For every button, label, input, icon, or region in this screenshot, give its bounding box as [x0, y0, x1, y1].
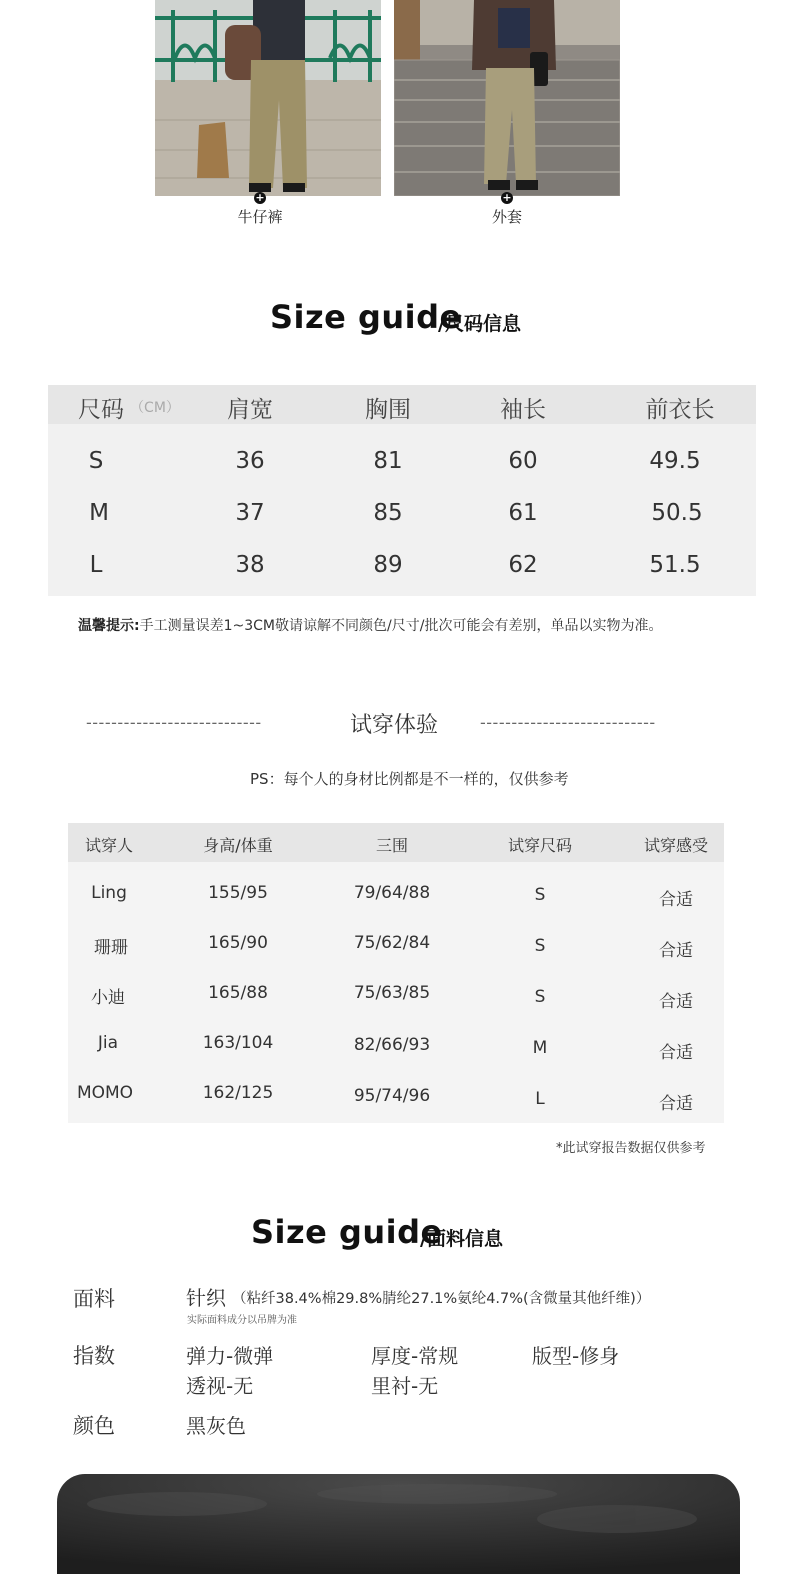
try-on-report-note: *此试穿报告数据仅供参考: [556, 1141, 706, 1156]
size-cell: 49.5: [649, 448, 701, 474]
size-cell: 37: [235, 500, 265, 526]
tester-measurements: 82/66/93: [353, 1035, 431, 1055]
color-value: 黑灰色: [186, 1414, 246, 1438]
plus-icon[interactable]: +: [502, 191, 512, 204]
tester-feeling: 合适: [659, 992, 693, 1012]
size-cell: 36: [235, 448, 265, 474]
header-size: 尺码: [78, 397, 124, 423]
index-item-lining: 里衬-无: [371, 1374, 439, 1398]
tester-height-weight: 162/125: [202, 1083, 274, 1103]
tester-name: Jia: [97, 1033, 119, 1053]
header-measurements: 三围: [375, 836, 408, 855]
header-chest: 胸围: [365, 397, 411, 423]
tester-name: Ling: [91, 883, 127, 903]
tester-measurements: 75/62/84: [353, 933, 431, 953]
size-cell: 61: [508, 500, 538, 526]
measurement-note: [78, 615, 662, 635]
size-cell: 50.5: [651, 500, 703, 526]
size-cell: 38: [235, 552, 265, 578]
tester-measurements: 95/74/96: [353, 1086, 431, 1106]
size-cell: 89: [373, 552, 403, 578]
try-on-ps-note: PS：每个人的身材比例都是不一样的，仅供参考: [250, 770, 569, 788]
fabric-guide-subtitle: /面料信息: [420, 1228, 503, 1250]
fabric-texture-image: [57, 1474, 740, 1574]
tester-measurements: 79/64/88: [353, 883, 431, 903]
tester-size: M: [532, 1038, 548, 1058]
material-detail: （粘纤38.4%棉29.8%腈纶27.1%氨纶4.7%(含微量其他纤维)）: [232, 1291, 651, 1307]
header-tester: 试穿人: [84, 836, 133, 855]
note-label: 温馨提示:: [78, 618, 140, 634]
divider-left: ----------------------------: [86, 713, 262, 732]
tester-size: L: [535, 1089, 545, 1109]
color-label: 颜色: [73, 1414, 115, 1438]
try-on-table: [68, 823, 724, 1123]
header-unit: （CM）: [130, 400, 180, 416]
header-try-size: 试穿尺码: [507, 836, 572, 855]
header-feeling: 试穿感受: [643, 836, 708, 855]
size-cell: S: [88, 448, 104, 474]
tester-feeling: 合适: [659, 1043, 693, 1063]
size-cell: L: [89, 552, 103, 578]
size-cell: 51.5: [649, 552, 701, 578]
tester-size: S: [534, 987, 546, 1007]
tester-feeling: 合适: [659, 1094, 693, 1114]
photo-caption-jeans: 牛仔裤: [237, 208, 283, 226]
tester-measurements: 75/63/85: [353, 983, 431, 1003]
tester-name: 小迪: [91, 988, 125, 1008]
size-cell: 62: [508, 552, 538, 578]
note-text: 手工测量误差1~3CM敬请谅解不同颜色/尺寸/批次可能会有差别，单品以实物为准。: [139, 618, 663, 634]
header-length: 前衣长: [645, 397, 715, 423]
try-on-title: 试穿体验: [350, 713, 439, 738]
divider-right: ----------------------------: [480, 713, 656, 732]
size-table-header: [48, 385, 756, 424]
size-cell: 81: [373, 448, 403, 474]
material-value: 针织: [186, 1286, 226, 1310]
tester-size: S: [534, 936, 546, 956]
header-height-weight: 身高/体重: [203, 836, 273, 855]
tester-size: S: [534, 885, 546, 905]
index-item-transparency: 透视-无: [186, 1374, 254, 1398]
plus-icon[interactable]: +: [255, 191, 265, 204]
size-cell: 60: [508, 448, 538, 474]
tester-name: 珊珊: [94, 938, 128, 958]
fabric-guide-title: Size guide: [251, 1213, 443, 1251]
size-guide-subtitle: /尺码信息: [438, 313, 521, 335]
size-guide-title: Size guide: [270, 298, 462, 336]
photo-caption-coat: 外套: [491, 208, 522, 226]
tester-height-weight: 165/90: [208, 933, 268, 953]
material-label: 面料: [73, 1287, 115, 1311]
index-label: 指数: [73, 1344, 115, 1368]
tester-height-weight: 155/95: [208, 883, 268, 903]
index-item-thickness: 厚度-常规: [371, 1344, 459, 1368]
tester-name: MOMO: [76, 1083, 134, 1103]
tester-height-weight: 165/88: [208, 983, 268, 1003]
tester-feeling: 合适: [659, 941, 693, 961]
try-on-table-header: [68, 823, 724, 862]
index-item-elasticity: 弹力-微弹: [186, 1344, 274, 1368]
header-shoulder: 肩宽: [227, 397, 273, 423]
outfit-photo-jeans: [155, 0, 381, 196]
size-cell: 85: [373, 500, 403, 526]
index-item-fit: 版型-修身: [532, 1344, 620, 1368]
tester-height-weight: 163/104: [202, 1033, 274, 1053]
tester-feeling: 合适: [659, 890, 693, 910]
header-sleeve: 袖长: [500, 397, 546, 423]
size-cell: M: [89, 500, 109, 526]
outfit-photo-coat: [394, 0, 620, 196]
size-table: [48, 385, 756, 596]
material-note: 实际面料成分以吊牌为准: [187, 1315, 297, 1326]
